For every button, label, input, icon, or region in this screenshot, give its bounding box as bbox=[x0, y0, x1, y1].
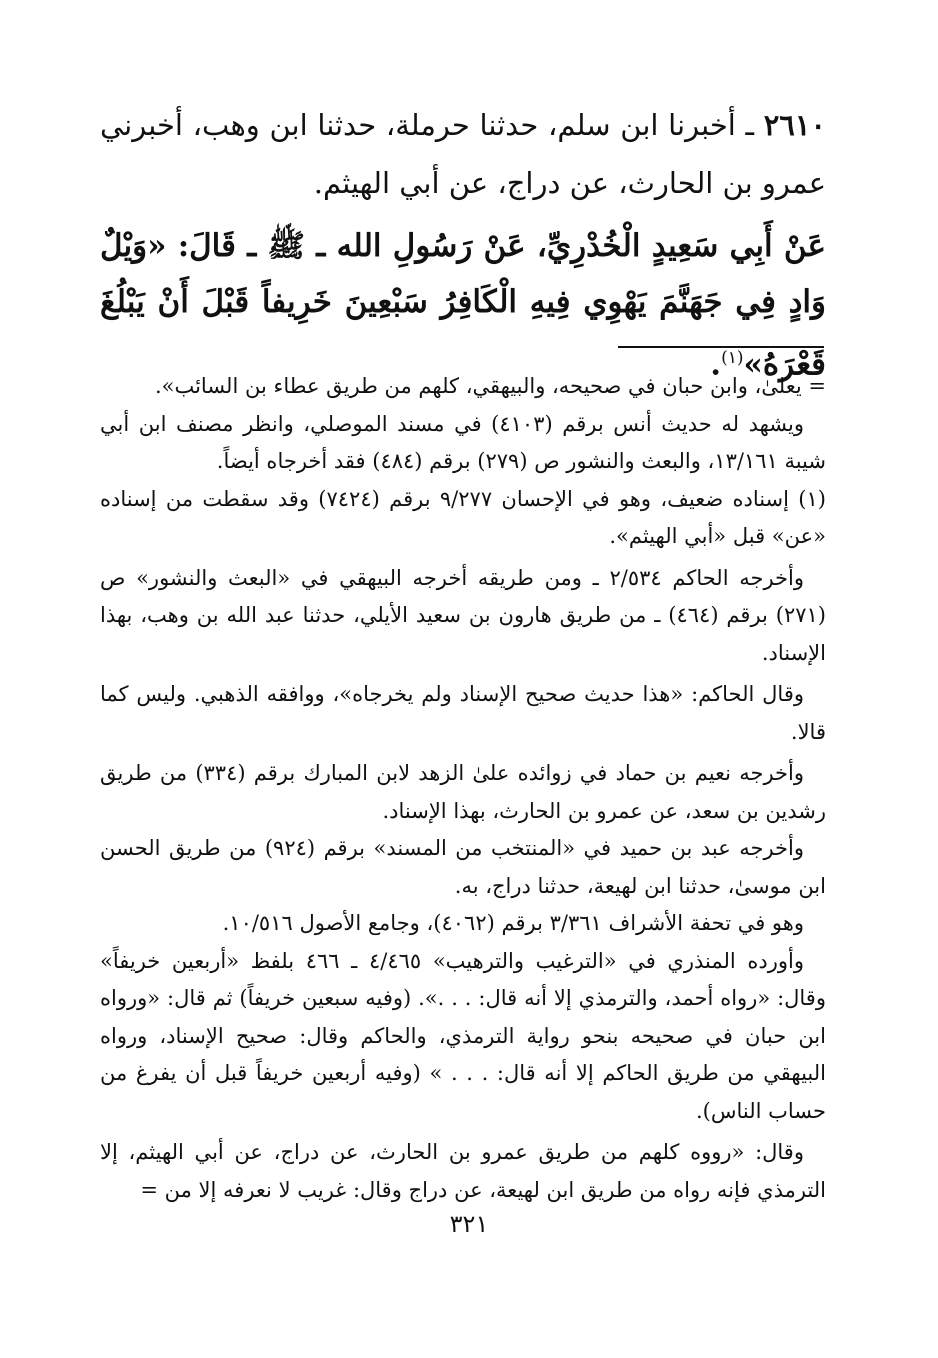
hadith-chain-text: ـ أخبرنا ابن سلم، حدثنا حرملة، حدثنا ابن وهب، أخبرني عمرو بن الحارث، عن دراج، عن أبي الهيثم. bbox=[100, 108, 826, 200]
hadith-end-mark: . bbox=[710, 346, 722, 383]
footnote-reference: (١) bbox=[721, 348, 744, 368]
footnote-paragraph: وهو في تحفة الأشراف ٣/٣٦١ برقم (٤٠٦٢)، وجامع الأصول ١٠/٥١٦. bbox=[222, 911, 804, 935]
footnote-separator bbox=[618, 346, 824, 348]
footnote-paragraph: ويشهد له حديث أنس برقم (٤١٠٣) في مسند الموصلي، وانظر مصنف ابن أبي شيبة ١٣/١٦١، والبعث والنشور ص (٢٧٩) برقم (٤٨٤) فقد أخرجاه أيضاً. bbox=[100, 411, 826, 473]
footnote-paragraph: وأخرجه نعيم بن حماد في زوائده علىٰ الزهد لابن المبارك برقم (٣٣٤) من طريق رشدين بن سعد، عن عمرو بن الحارث، بهذا الإسناد. bbox=[100, 761, 826, 823]
footnote-paragraph: وقال: «رووه كلهم من طريق عمرو بن الحارث، عن دراج، عن أبي الهيثم، إلا الترمذي فإنه رواه من طريق ابن لهيعة، عن دراج وقال: غريب لا نعرفه إلا من = bbox=[100, 1140, 826, 1202]
footnote-paragraph: = يعلىٰ، وابن حبان في صحيحه، والبيهقي، كلهم من طريق عطاء بن السائب». bbox=[154, 374, 826, 398]
hadith-matn-text: عَنْ أَبِي سَعِيدٍ الْخُدْرِيِّ، عَنْ رَسُولِ الله ـ ﷺ ـ قَالَ: «وَيْلٌ وَادٍ فِي جَهَنَّمَ يَهْوِي فِيهِ الْكَافِرُ سَبْعِينَ خَرِيفاً قَبْلَ أَنْ يَبْلُغَ قَعْرَهُ» bbox=[100, 228, 826, 383]
footnote-paragraph: وأخرجه عبد بن حميد في «المنتخب من المسند» برقم (٩٢٤) من طريق الحسن ابن موسىٰ، حدثنا ابن لهيعة، حدثنا دراج، به. bbox=[100, 836, 826, 898]
footnote-paragraph: (١) إسناده ضعيف، وهو في الإحسان ٩/٢٧٧ برقم (٧٤٢٤) وقد سقطت من إسناده «عن» قبل «أبي الهيثم». bbox=[100, 486, 826, 548]
footnote-paragraph: وقال الحاكم: «هذا حديث صحيح الإسناد ولم يخرجاه»، ووافقه الذهبي. وليس كما قالا. bbox=[100, 682, 826, 744]
footnote-paragraph: وأورده المنذري في «الترغيب والترهيب» ٤/٤٦٥ ـ ٤٦٦ بلفظ «أربعين خريفاً» وقال: «رواه أحمد، والترمذي إلا أنه قال: . . .». (وفيه سبعين خريفاً) ثم قال: «ورواه ابن حبان في صحيحه بنحو رواية الترمذي، والحاكم وقال: صحيح الإسناد، ورواه البيهقي من طريق الحاكم إلا أنه قال: . . . » (وفيه أربعين خريفاً قبل أن يفرغ من حساب الناس). bbox=[100, 948, 826, 1123]
hadith-number: ٢٦١٠ bbox=[763, 108, 826, 142]
page-number: ٣٢١ bbox=[449, 1210, 489, 1238]
hadith-isnad bbox=[100, 96, 826, 212]
footnote-paragraph: وأخرجه الحاكم ٢/٥٣٤ ـ ومن طريقه أخرجه البيهقي في «البعث والنشور» ص (٢٧١) برقم (٤٦٤) ـ من طريق هارون بن سعيد الأيلي، حدثنا عبد الله بن وهب، بهذا الإسناد. bbox=[100, 565, 826, 665]
footnotes bbox=[100, 364, 826, 1209]
